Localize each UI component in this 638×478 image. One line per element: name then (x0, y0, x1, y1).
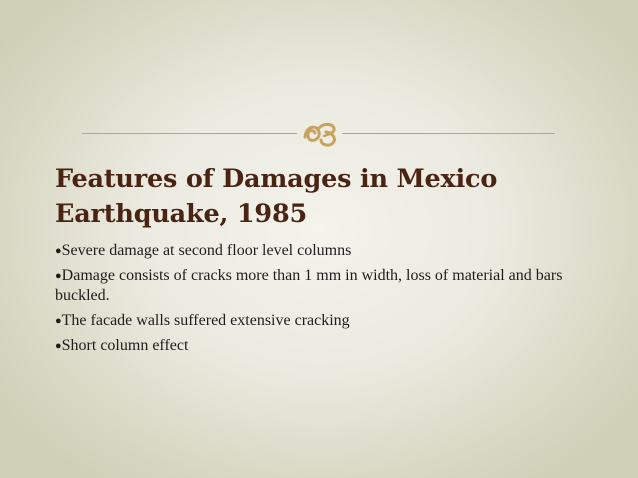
bullet-mark: ● (55, 270, 62, 282)
divider-line-right (342, 133, 555, 134)
bullet-text: Severe damage at second floor level columns (61, 242, 352, 259)
bullet-mark: ● (55, 340, 62, 352)
title-line-2: Earthquake, 1985 (55, 199, 308, 229)
slide-title (55, 162, 615, 232)
bullet-text: Damage consists of cracks more than 1 mm in width, loss of material and bars buckled. (55, 267, 563, 304)
bullet-item (55, 241, 575, 261)
bullet-item (55, 336, 575, 356)
bullet-item (55, 311, 575, 331)
title-line-1: Features of Damages in Mexico (55, 164, 498, 194)
bullet-text: The facade walls suffered extensive cracking (61, 312, 350, 329)
bullet-mark: ● (55, 315, 62, 327)
divider-line-left (82, 133, 297, 134)
title-divider (82, 116, 555, 150)
bullet-mark: ● (55, 245, 62, 257)
bullet-text: Short column effect (61, 337, 189, 354)
fleuron-ornament-icon (297, 116, 342, 150)
bullet-list (55, 241, 575, 361)
bullet-item (55, 266, 575, 306)
